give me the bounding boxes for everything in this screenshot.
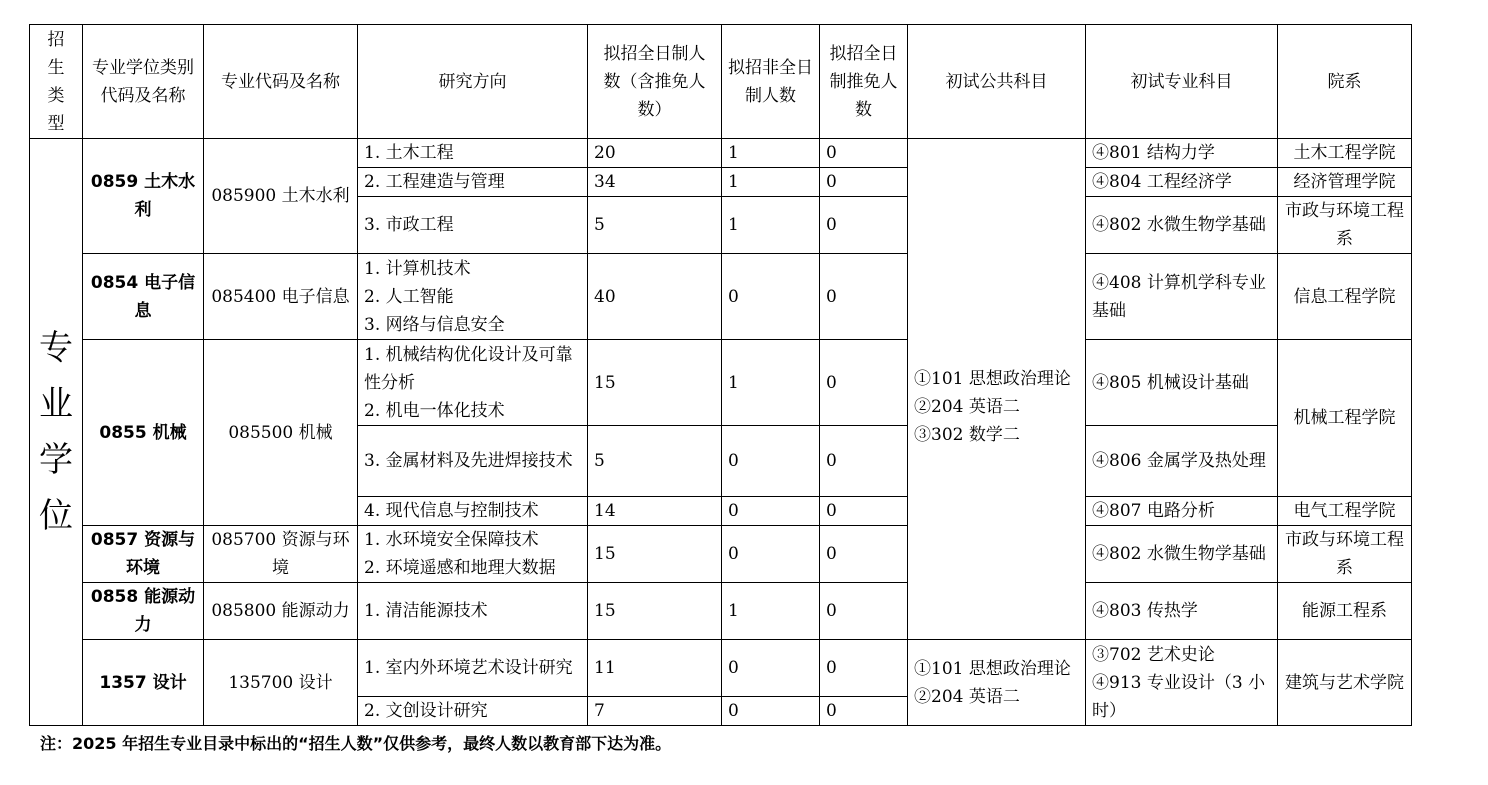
direction-cell <box>358 526 588 583</box>
fulltime-cell: 14 <box>588 497 722 526</box>
specialty-item: ④913 专业设计（3 小时） <box>1092 672 1266 721</box>
header-specialty: 初试专业科目 <box>1086 25 1278 139</box>
fulltime-cell: 40 <box>588 254 722 340</box>
fulltime-cell: 11 <box>588 640 722 697</box>
public-subject: ①101 思想政治理论 <box>914 369 1071 389</box>
code-cell: 085700 资源与环境 <box>204 526 358 583</box>
type-cell: 专业学位 <box>30 139 83 726</box>
dept-cell: 市政与环境工程系 <box>1278 526 1412 583</box>
public-subject: ①101 思想政治理论 <box>914 658 1071 679</box>
specialty-cell: ④802 水微生物学基础 <box>1086 197 1278 254</box>
specialty-cell: ④806 金属学及热处理 <box>1086 426 1278 497</box>
direction-cell: 2. 文创设计研究 <box>358 697 588 726</box>
code-cell: 135700 设计 <box>204 640 358 726</box>
category-cell: 0858 能源动力 <box>83 583 204 640</box>
table-row <box>30 340 1412 426</box>
category-cell: 0859 土木水利 <box>83 139 204 254</box>
exempt-cell: 0 <box>820 497 908 526</box>
fulltime-cell: 20 <box>588 139 722 168</box>
exempt-cell: 0 <box>820 139 908 168</box>
header-code: 专业代码及名称 <box>204 25 358 139</box>
admission-table <box>29 24 1412 726</box>
direction-cell <box>358 254 588 340</box>
direction-cell: 3. 金属材料及先进焊接技术 <box>358 426 588 497</box>
direction-cell: 1. 室内外环境艺术设计研究 <box>358 640 588 697</box>
fulltime-cell: 15 <box>588 583 722 640</box>
header-exempt: 拟招全日制推免人数 <box>820 25 908 139</box>
dept-cell: 信息工程学院 <box>1278 254 1412 340</box>
category-cell: 0857 资源与环境 <box>83 526 204 583</box>
dept-cell: 土木工程学院 <box>1278 139 1412 168</box>
exempt-cell: 0 <box>820 697 908 726</box>
fulltime-cell: 5 <box>588 197 722 254</box>
specialty-cell <box>1086 640 1278 726</box>
fulltime-cell: 7 <box>588 697 722 726</box>
direction-item: 2. 人工智能 <box>364 286 454 307</box>
specialty-cell: ④408 计算机学科专业基础 <box>1086 254 1278 340</box>
direction-item: 2. 机电一体化技术 <box>364 400 505 421</box>
table-row <box>30 254 1412 340</box>
header-category: 专业学位类别代码及名称 <box>83 25 204 139</box>
header-type: 招生类型 <box>30 25 83 139</box>
header-fulltime: 拟招全日制人数（含推免人数） <box>588 25 722 139</box>
public-subjects-cell <box>908 139 1086 640</box>
direction-cell: 4. 现代信息与控制技术 <box>358 497 588 526</box>
exempt-cell: 0 <box>820 640 908 697</box>
parttime-cell: 1 <box>722 168 820 197</box>
code-cell: 085400 电子信息 <box>204 254 358 340</box>
dept-cell: 经济管理学院 <box>1278 168 1412 197</box>
table-row <box>30 583 1412 640</box>
parttime-cell: 0 <box>722 426 820 497</box>
table-row <box>30 526 1412 583</box>
header-direction: 研究方向 <box>358 25 588 139</box>
direction-cell: 1. 清洁能源技术 <box>358 583 588 640</box>
parttime-cell: 1 <box>722 139 820 168</box>
specialty-cell: ④804 工程经济学 <box>1086 168 1278 197</box>
specialty-cell: ④807 电路分析 <box>1086 497 1278 526</box>
parttime-cell: 1 <box>722 340 820 426</box>
parttime-cell: 0 <box>722 254 820 340</box>
parttime-cell: 0 <box>722 697 820 726</box>
direction-cell: 2. 工程建造与管理 <box>358 168 588 197</box>
parttime-cell: 1 <box>722 197 820 254</box>
exempt-cell: 0 <box>820 583 908 640</box>
dept-cell: 机械工程学院 <box>1278 340 1412 497</box>
direction-cell: 1. 土木工程 <box>358 139 588 168</box>
table-row <box>30 139 1412 168</box>
exempt-cell: 0 <box>820 526 908 583</box>
parttime-cell: 0 <box>722 640 820 697</box>
header-dept: 院系 <box>1278 25 1412 139</box>
public-subject: ③302 数学二 <box>914 425 1020 445</box>
fulltime-cell: 15 <box>588 526 722 583</box>
specialty-cell: ④805 机械设计基础 <box>1086 340 1278 426</box>
code-cell: 085800 能源动力 <box>204 583 358 640</box>
parttime-cell: 0 <box>722 497 820 526</box>
specialty-cell: ④802 水微生物学基础 <box>1086 526 1278 583</box>
exempt-cell: 0 <box>820 168 908 197</box>
fulltime-cell: 5 <box>588 426 722 497</box>
direction-cell: 3. 市政工程 <box>358 197 588 254</box>
public-subject: ②204 英语二 <box>914 397 1020 417</box>
category-cell: 1357 设计 <box>83 640 204 726</box>
direction-cell <box>358 340 588 426</box>
direction-item: 1. 机械结构优化设计及可靠性分析 <box>364 344 573 393</box>
category-cell: 0854 电子信息 <box>83 254 204 340</box>
direction-item: 1. 水环境安全保障技术 <box>364 530 539 550</box>
code-cell: 085500 机械 <box>204 340 358 526</box>
footnote: 注：2025 年招生专业目录中标出的“招生人数”仅供参考，最终人数以教育部下达为准。 <box>40 734 672 753</box>
header-public: 初试公共科目 <box>908 25 1086 139</box>
category-cell: 0855 机械 <box>83 340 204 526</box>
exempt-cell: 0 <box>820 254 908 340</box>
code-cell: 085900 土木水利 <box>204 139 358 254</box>
parttime-cell: 0 <box>722 526 820 583</box>
dept-cell: 电气工程学院 <box>1278 497 1412 526</box>
direction-item: 1. 计算机技术 <box>364 258 471 279</box>
dept-cell: 建筑与艺术学院 <box>1278 640 1412 726</box>
exempt-cell: 0 <box>820 340 908 426</box>
parttime-cell: 1 <box>722 583 820 640</box>
public-subjects-cell <box>908 640 1086 726</box>
specialty-cell: ④801 结构力学 <box>1086 139 1278 168</box>
direction-item: 3. 网络与信息安全 <box>364 314 505 335</box>
header-parttime: 拟招非全日制人数 <box>722 25 820 139</box>
direction-item: 2. 环境遥感和地理大数据 <box>364 558 556 578</box>
fulltime-cell: 34 <box>588 168 722 197</box>
table-row <box>30 640 1412 697</box>
public-subject: ②204 英语二 <box>914 686 1020 707</box>
specialty-cell: ④803 传热学 <box>1086 583 1278 640</box>
specialty-item: ③702 艺术史论 <box>1092 644 1215 665</box>
dept-cell: 市政与环境工程系 <box>1278 197 1412 254</box>
dept-cell: 能源工程系 <box>1278 583 1412 640</box>
exempt-cell: 0 <box>820 197 908 254</box>
fulltime-cell: 15 <box>588 340 722 426</box>
exempt-cell: 0 <box>820 426 908 497</box>
header-row <box>30 25 1412 139</box>
